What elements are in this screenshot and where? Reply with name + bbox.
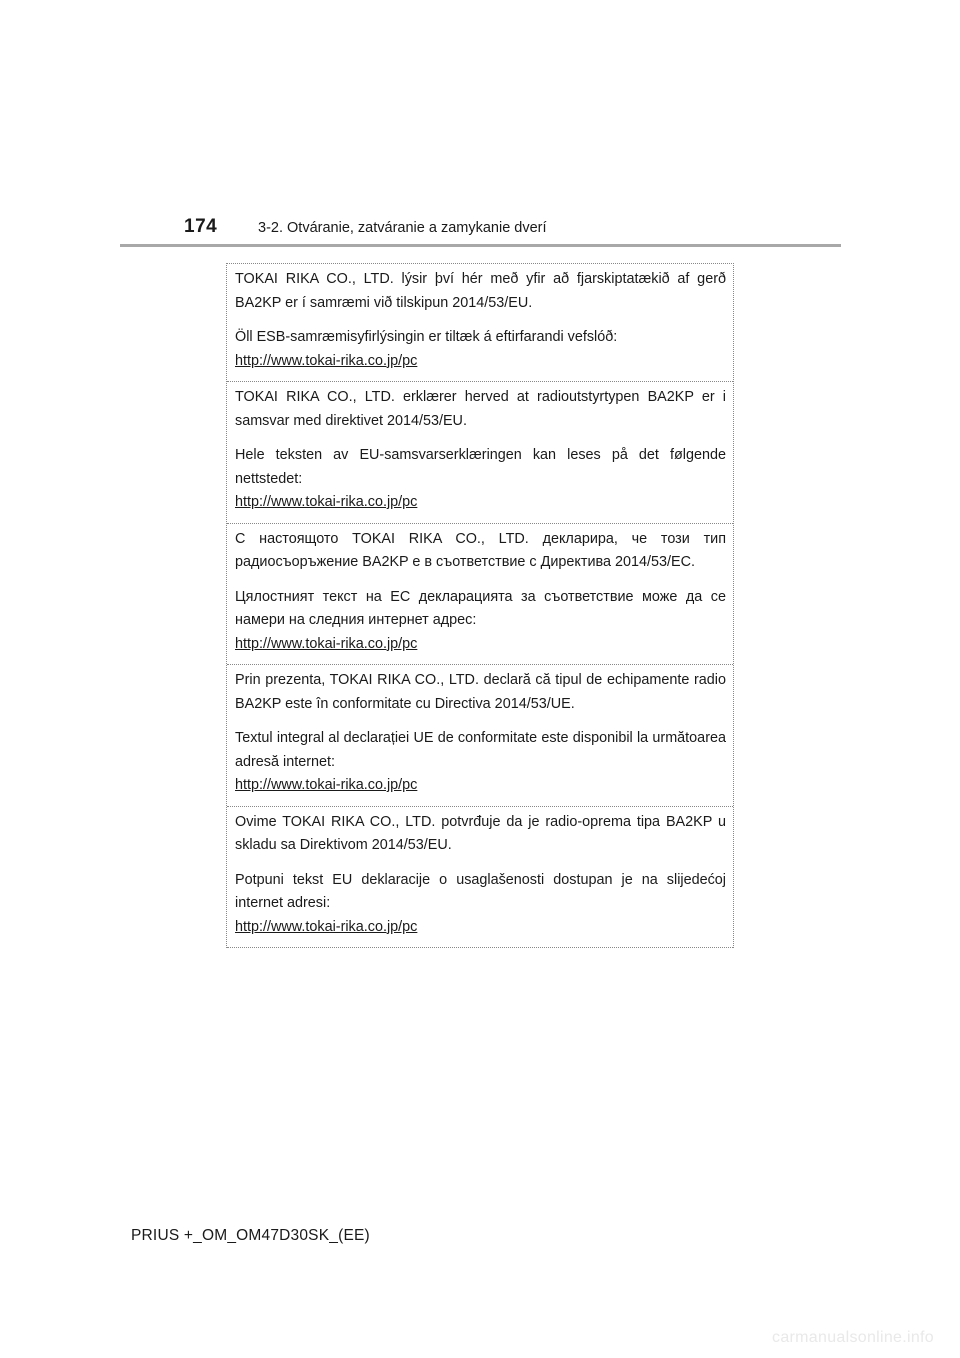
declaration-url-link[interactable]: http://www.tokai-rika.co.jp/pc	[235, 635, 418, 652]
declaration-row-norwegian	[227, 382, 733, 524]
declaration-row-bulgarian	[227, 524, 733, 666]
declaration-fulltext-note	[235, 326, 726, 373]
declaration-fulltext-note	[235, 869, 726, 940]
fulltext-note-text: Textul integral al declarației UE de conformitate este disponibil la următoarea adresă internet:	[235, 730, 726, 770]
declaration-row-icelandic	[227, 264, 733, 382]
declaration-statement: TOKAI RIKA CO., LTD. lýsir því hér með yfir að fjarskiptatækið af gerð BA2KP er í samræmi við tilskipun 2014/53/EU.	[235, 271, 726, 311]
fulltext-note-text: Potpuni tekst EU deklaracije o usaglašenosti dostupan je na slijedećoj internet adresi:	[235, 871, 726, 911]
declarations-table	[226, 263, 734, 948]
header-rule	[120, 244, 841, 247]
declaration-fulltext-note	[235, 444, 726, 515]
watermark: carmanualsonline.info	[772, 1329, 934, 1346]
page-number: 174	[184, 216, 218, 237]
declaration-url-link[interactable]: http://www.tokai-rika.co.jp/pc	[235, 918, 418, 935]
declaration-fulltext-note	[235, 727, 726, 798]
fulltext-note-text: Цялостният текст на ЕС декларацията за съответствие може да се намери на следния интернет адрес:	[235, 588, 726, 628]
fulltext-note-text: Hele teksten av EU-samsvarserklæringen kan leses på det følgende nettstedet:	[235, 447, 726, 487]
declaration-url-link[interactable]: http://www.tokai-rika.co.jp/pc	[235, 777, 418, 793]
footer-document-id: PRIUS +_OM_OM47D30SK_(EE)	[131, 1227, 370, 1244]
declaration-row-romanian	[227, 665, 733, 807]
section-title: 3-2. Otváranie, zatváranie a zamykanie dverí	[258, 220, 547, 236]
declaration-statement: Prin prezenta, TOKAI RIKA CO., LTD. declară că tipul de echipamente radio BA2KP este în conformitate cu Directiva 2014/53/UE.	[235, 672, 726, 712]
fulltext-note-text: Öll ESB-samræmisyfirlýsingin er tiltæk á eftirfarandi vefslóð:	[235, 329, 618, 345]
declaration-row-croatian	[227, 807, 733, 949]
declaration-statement: С настоящото TOKAI RIKA CO., LTD. декларира, че този тип радиосъоръжение BA2KP е в съответствие с Директива 2014/53/ЕС.	[235, 530, 726, 570]
declaration-statement: TOKAI RIKA CO., LTD. erklærer herved at radioutstyrtypen BA2KP er i samsvar med direktivet 2014/53/EU.	[235, 389, 726, 429]
declaration-statement: Ovime TOKAI RIKA CO., LTD. potvrđuje da je radio-oprema tipa BA2KP u skladu sa Direktivom 2014/53/EU.	[235, 813, 726, 853]
declaration-fulltext-note	[235, 586, 726, 657]
declaration-url-link[interactable]: http://www.tokai-rika.co.jp/pc	[235, 352, 418, 369]
declaration-url-link[interactable]: http://www.tokai-rika.co.jp/pc	[235, 494, 418, 510]
